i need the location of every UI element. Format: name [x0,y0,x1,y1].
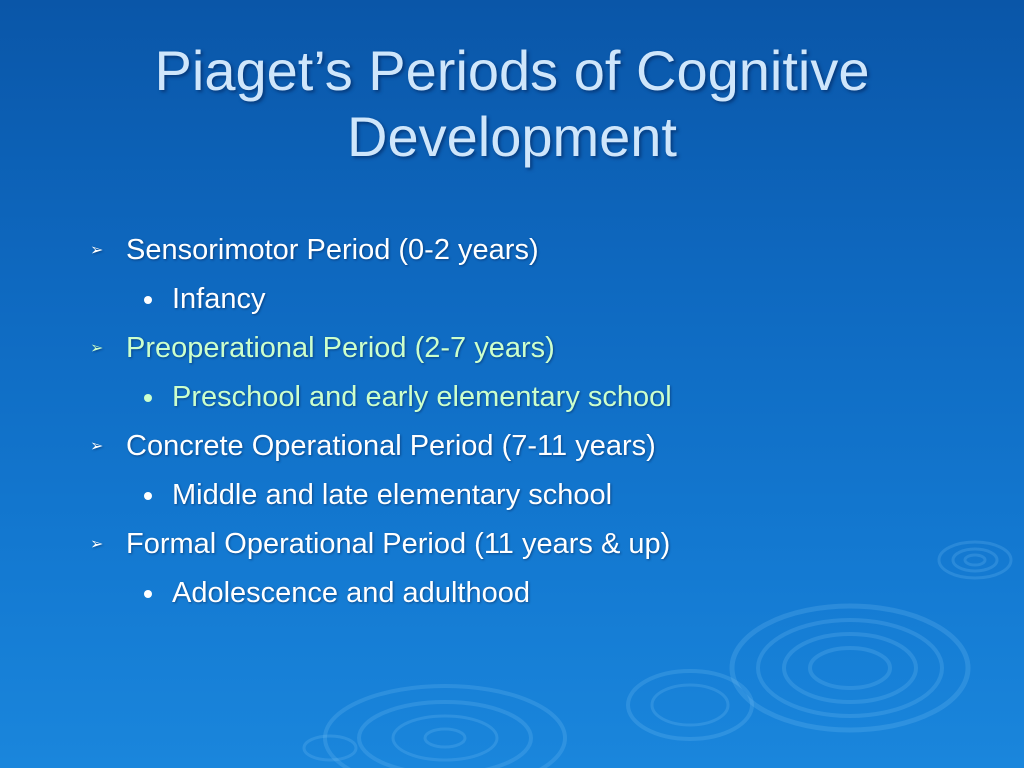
bullet-text: Concrete Operational Period (7-11 years) [126,430,656,462]
sub-bullet-item [84,471,984,520]
bullet-item [84,422,984,471]
bullet-text: Infancy [172,283,266,315]
bullet-item [84,520,984,569]
dot-marker-icon [144,296,152,304]
bullet-item [84,324,984,373]
bullet-text: Adolescence and adulthood [172,577,530,609]
bullet-text: Sensorimotor Period (0-2 years) [126,234,539,266]
bullet-item [84,226,984,275]
dot-marker-icon [144,492,152,500]
slide-title-line-1: Piaget’s Periods of Cognitive [154,39,870,102]
sub-bullet-item [84,275,984,324]
slide-title [40,38,984,170]
dot-marker-icon [144,394,152,402]
bullet-text: Preschool and early elementary school [172,381,672,413]
bullet-text: Middle and late elementary school [172,479,613,511]
arrow-marker-icon: ➢ [90,242,104,259]
arrow-marker-icon: ➢ [90,340,104,357]
bullet-text: Formal Operational Period (11 years & up) [126,528,671,560]
sub-bullet-item [84,569,984,618]
arrow-marker-icon: ➢ [90,438,104,455]
slide-title-line-2: Development [347,105,677,168]
sub-bullet-item [84,373,984,422]
bullet-list [84,226,984,618]
arrow-marker-icon: ➢ [90,536,104,553]
bullet-text: Preoperational Period (2-7 years) [126,332,555,364]
dot-marker-icon [144,590,152,598]
